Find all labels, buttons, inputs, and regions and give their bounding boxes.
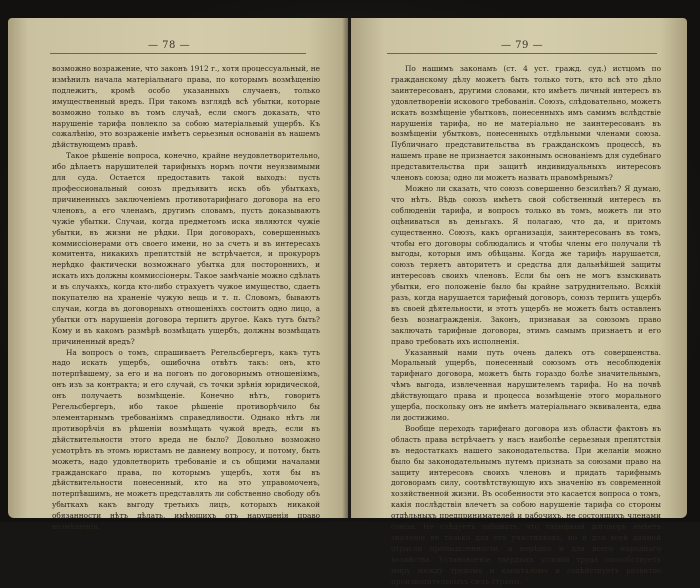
left-paragraph-3: На вопросъ о томъ, спрашиваетъ Регельсбергеръ, какъ тутъ надо искать ущербъ, ошибочна отвѣтъ такъ: онъ, кто потерпѣвшему, за его и на погонъ по договорнымъ отношеніямъ, онъ изъ за контракта; и его случай, съ точки зрѣнія юридической, онъ получаетъ возмѣщеніе. Конечно нѣтъ, говоритъ Регельсбергеръ, ибо такое рѣшеніе противорѣчило бы элементарнымъ требованіямъ справедливости. Однако нѣтъ ли противорѣчія въ рѣшеніи возмѣщать чужой вредъ, если въ дѣйствительности этого вреда не было? Довольно возможно усмотрѣть въ этомъ юристамъ не давнему вопросу, и потому, быть можетъ, надо удовлетворить требованіе и съ общими началами гражданскаго права, по которымъ ущербъ, хотя бы въ дѣйствительности понесенный, кто на это управомоченъ, потерпѣвшимъ, не можетъ представлять ли собственно свободу объ убыткахъ какъ выгоду третьихъ лицъ, которыхъ никакой обязанности нѣтъ дѣлать, имѣющихъ отъ нарушенія право возмѣщенія. <box>52 347 320 532</box>
left-paragraph-1: возможно возражение, что законъ 1912 г., хотя процессуальный, не измѣнилъ начала матеріальнаго права, по которымъ возмѣщенію подлежитъ, кромѣ особо указанныхъ случаевъ, только имущественный вредъ. При такомъ взглядѣ всѣ убытки, которые возможно только въ томъ случаѣ, если смогъ доказать, что нарушеніе тарифа повлекло за собою матеріальный ущербъ. Къ сожалѣнію, это возраженіе имѣетъ серьезныя основанія въ нашемъ дѣйствующемъ правѣ. <box>52 64 320 150</box>
right-paragraph-2: Можно ли сказать, что союзъ совершенно безсилѣнъ? Я думаю, что нѣтъ. Вѣдь союзъ имѣетъ свой собственный интересъ въ соблюденіи тарифа, и вопросъ только въ томъ, можетъ ли это оцѣниваться въ деньгахъ. Я полагаю, что да, и притомъ существенно. Союзъ, какъ организація, заинтересованъ въ томъ, чтобы его договоры соблюдались и чтобы члены его получали тѣ выгоды, которыя имъ обѣщаны. Когда же тарифъ нарушается, союзъ теряетъ авторитетъ и средства для дальнѣйшей защиты интересовъ своихъ членовъ. Если бы онъ не могъ взыскивать убытки, его положеніе было бы крайне затруднительно. Всякій разъ, когда нарушается тарифный договоръ, союзъ терпитъ ущербъ въ своей дѣятельности, и этотъ ущербъ не можетъ быть оставленъ безъ вознагражденія. Законъ, признавая за союзомъ право заключать тарифные договоры, этимъ самымъ признаетъ и его право требовать ихъ исполненія. <box>391 183 661 346</box>
right-page-text <box>391 64 661 588</box>
right-page <box>351 18 687 586</box>
left-paragraph-2: Такое рѣшеніе вопроса, конечно, крайне неудовлетворительно, ибо дѣлаетъ нарушителей тарифныхъ нормъ почти неуязвимыми для суда. Остается предоставить такой выходъ: пусть профессиональный союзъ предъявитъ искъ объ убыткахъ, причиненныхъ заключеніемъ противотарифнаго договора на его членовъ, а его членамъ, другимъ словамъ, пусть доказываютъ чужіе убытки. Случаи, когда предметомъ иска являются чужіе убытки, въ жизни не рѣдки. При договорахъ, совершенныхъ коммиссіонерами отъ своего имени, но за счетъ и въ интересахъ комитента, никакихъ препятствій не встрѣчается, и прокуроръ нерѣдко фактически возможнаго убытка для постороннихъ, и искать ихъ должны коммиссіонеры. Такое замѣчаніе можно сдѣлать и въ случаяхъ, когда кто-либо страхуетъ чужое имущество, сдаетъ покупателю на храненіе чужую вещь и т. п. Словомъ, бываютъ случаи, когда въ договорныхъ отношеніяхъ состоитъ одно лицо, а убытки отъ нарушенія договора терпитъ другое. Какъ тутъ быть? Кому и въ какомъ размѣрѣ возмѣщать ущербъ, должны возмѣщать причиненный вредъ? <box>52 151 320 346</box>
right-page-number: — 79 — <box>501 40 544 51</box>
left-page-number: — 78 — <box>148 40 191 51</box>
right-paragraph-3: Указанный нами путь очень далекъ отъ совершенства. Моральный ущербъ, понесенный союзомъ отъ несоблюденія тарифнаго договора, можетъ быть гораздо болѣе значительнымъ, чѣмъ выгода, извлеченная нарушителемъ тарифа. Но на почвѣ дѣйствующаго права и процесса возмѣщеніе этого морального ущерба, поскольку онъ не имѣетъ матеріальнаго эквивалента, едва ли достижимо. <box>391 347 661 422</box>
right-header-rule <box>387 53 657 54</box>
right-paragraph-4: Вообще переходъ тарифнаго договора изъ области фактовъ въ область права встрѣчаетъ у насъ наиболѣе серьезныя препятствія въ недостаткахъ нашего законодательства. При желаніи можно было бы законодательнымъ путемъ признать за союзами право на защиту интересовъ своихъ членовъ и придать тарифнымъ договорамъ силу, соотвѣтствующую ихъ значенію въ современной хозяйственной жизни. Въ особенности это касается вопроса о томъ, какія послѣдствія влечетъ за собою нарушеніе тарифа со стороны отдѣльныхъ предпринимателей и рабочихъ, не состоящихъ членами союза. Не слѣдуетъ забывать, что тарифный договоръ имѣетъ значеніе не только для его участниковъ, но и для всей данной отрасли промышленности, а нерѣдко и для всего народнаго хозяйства. Установленіе твердыхъ условій труда способствуетъ миру между трудомъ и капиталомъ и содѣйствуетъ развитію производительныхъ силъ страны. <box>391 423 661 586</box>
left-page <box>8 18 348 532</box>
left-header-rule <box>50 53 306 54</box>
left-page-text <box>52 64 320 533</box>
right-paragraph-1: По нашимъ законамъ (ст. 4 уст. гражд. суд.) истцомъ по гражданскому дѣлу можетъ быть только тотъ, кто всѣ это дѣло заинтересованъ, другими словами, кто имѣетъ личный интересъ въ удовлетвореніи искового требованія. Союзъ, слѣдовательно, можетъ искать возмѣщеніе убытковъ, понесенныхъ имъ самимъ вслѣдствіе нарушенія тарифа, но не матеріально не заинтересованъ въ возмѣщеніи убытковъ, понесенныхъ отдѣльными членами союза. Публичнаго представительства въ гражданскомъ процессѣ, въ нашемъ праве не признается законнымъ основаніемъ для судебнаго представительства при защитѣ индивидуальныхъ интересовъ членовъ союза; одно ли можетъ назвать правомѣрнымъ? <box>391 64 661 183</box>
